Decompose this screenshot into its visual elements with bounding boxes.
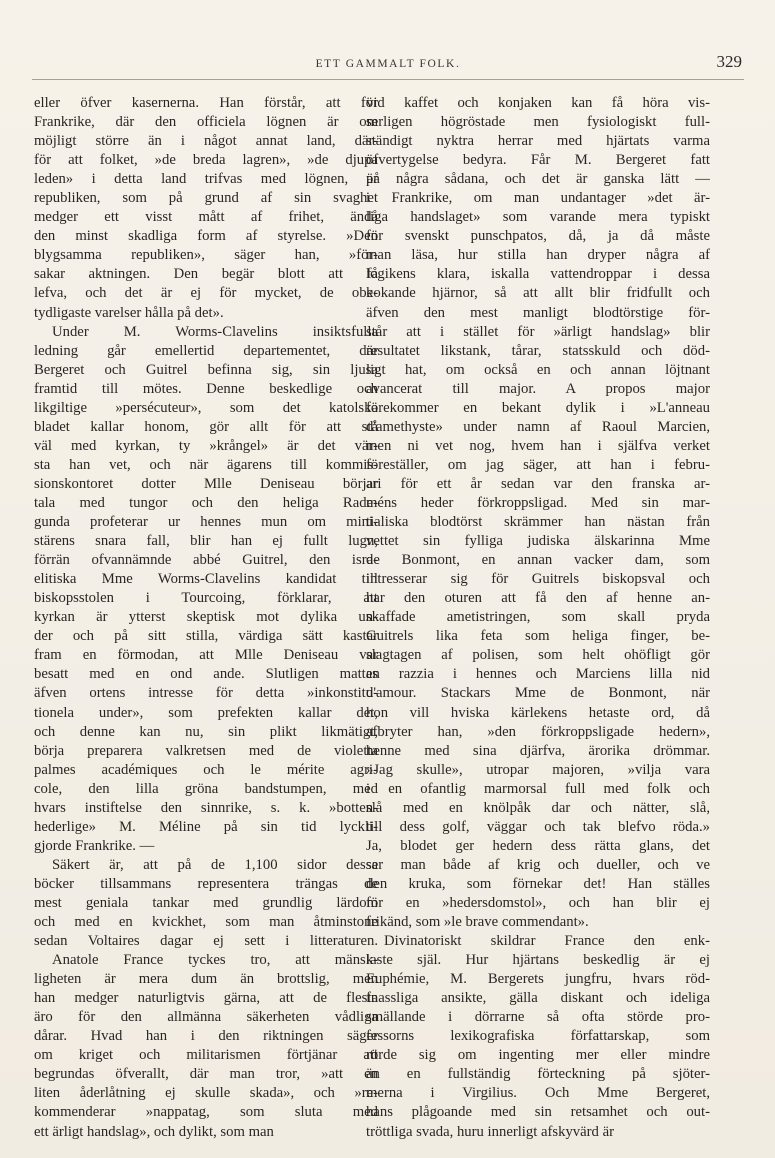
right-column-line: ligt hat, om också en och annan löjtnant xyxy=(366,361,710,378)
left-column-line: framtid till mötes. Denne beskedlige och xyxy=(34,380,378,397)
left-column-line: mest geniala tankar med grundlig lärdom xyxy=(34,894,378,911)
right-column-line: hans plågoande med sin retsamhet och out- xyxy=(366,1104,710,1121)
left-column-line: om kriget och militarismen förtjänar att xyxy=(34,1047,378,1064)
left-column-line: der och på sitt stilla, värdiga sätt kastar xyxy=(34,628,378,645)
left-column-line: blygsamma republiken», säger han, »för- xyxy=(34,247,378,264)
left-column-line: böcker tillsammans representera trängas de xyxy=(34,875,378,892)
left-column-line: ledning går emellertid departementet, där xyxy=(34,342,378,359)
left-column-line: liten åderlåtning ej skulle skada», och »re- xyxy=(34,1085,378,1102)
left-column-line: och med en kvickhet, som man åtminstone xyxy=(34,914,378,931)
right-column-line: föreställer, om jag säger, att han i febru- xyxy=(366,456,710,473)
right-column-line: resultatet likstank, tårar, statsskuld och död- xyxy=(366,342,710,359)
left-column-line: tionela under», som prefekten kallar det, xyxy=(34,704,378,721)
right-column-line: tröttliga svada, huru innerligt afskyvärd är xyxy=(366,1123,614,1140)
right-column-line: rörde sig om ingenting mer eller mindre xyxy=(366,1047,710,1064)
left-column-line: medger ett visst mått af frihet, ändå xyxy=(34,209,378,226)
right-column-line: för svenskt punschpatos, då, ja då måste xyxy=(366,228,710,245)
right-column-line: i en ofantlig marmorsal full med folk och xyxy=(366,780,710,797)
right-column xyxy=(366,94,710,1142)
left-column-line: elitiska Mme Worms-Clavelins kandidat till xyxy=(34,571,378,588)
left-column-line: tala med tungor och den heliga Rade- xyxy=(34,494,378,511)
left-column-line: för att folket, »de breda lagren», »de djupa xyxy=(34,152,378,169)
left-column-line: han medger naturligtvis gärna, att de flesta xyxy=(34,990,378,1007)
left-column-line: republiken, som på grund af sin svaghet xyxy=(34,190,378,207)
running-title: ETT GAMMALT FOLK. xyxy=(315,58,461,70)
right-column-line: fnassliga ansikte, gälla diskant och ideliga xyxy=(366,990,710,1007)
right-column-line: serligen högröstade men fysiologiskt full- xyxy=(366,114,710,131)
left-column-line: Frankrike, där den officiela lögnen är om xyxy=(34,114,378,131)
right-column-line: öfvertygelse bedyra. Får M. Bergeret fatt xyxy=(366,152,710,169)
left-column-line: hvars instiftelse den sinnrike, s. k. »botten- xyxy=(34,799,378,816)
right-column-line: smällande i dörrarne så ofta störde pro- xyxy=(366,1009,710,1026)
left-column-line: Anatole France tyckes tro, att mänsk- xyxy=(52,952,378,969)
right-column-line: kokande hjärnor, så att allt blir fridfullt och xyxy=(366,285,710,302)
right-column-line: logikens klara, iskalla vattendroppar i dessa xyxy=(366,266,710,283)
right-column-line: liga handslaget» som varande mera typiskt xyxy=(366,209,710,226)
right-column-line: Euphémie, M. Bergerets jungfru, hvars röd- xyxy=(366,971,710,988)
left-column-line: äro för den allmänna säkerheten vådliga xyxy=(34,1009,378,1026)
right-column-line: fessorns lexikografiska författarskap, som xyxy=(366,1028,710,1045)
right-column-line: för en »hedersdomstol», och han blir ej xyxy=(366,894,710,911)
left-column-line: hederlige» M. Méline på sin tid lyckli- xyxy=(34,818,378,835)
right-column-line: man läsa, hur stilla han dryper några af xyxy=(366,247,710,264)
right-column-line: d'amour. Stackars Mme de Bonmont, när xyxy=(366,685,710,702)
left-column-line: börja preparera valkretsen med de violetta xyxy=(34,742,378,759)
left-column-line: ett ärligt handslag», och dylikt, som man xyxy=(34,1123,274,1140)
left-column-line: kommenderar »nappatag, som sluta med xyxy=(34,1104,378,1121)
left-column-line: fram en förmodan, att Mlle Deniseau var xyxy=(34,647,378,664)
right-column-line: i Frankrike, om man undantager »det är- xyxy=(366,190,710,207)
left-column-line: förrän ofvannämnde abbé Guitrel, den isra- xyxy=(34,552,378,569)
right-column-line: avancerat till major. A propos major xyxy=(366,380,710,397)
left-column-line: likgiltige »persécuteur», som det katolska xyxy=(34,399,378,416)
right-column-line: till dess golf, väggar och tak blefvo röda.» xyxy=(366,818,710,835)
right-column-line: Guitrels lika feta som heliga finger, be- xyxy=(366,628,710,645)
right-column-line: förekommer en bekant dylik i »L'anneau xyxy=(366,399,710,416)
right-column-line: på några sådana, och det är ganska lätt — xyxy=(366,171,710,188)
left-column-line: gjorde Frankrike. — xyxy=(34,837,155,854)
right-column-line: än en fullständig förteckning på sjöter- xyxy=(366,1066,710,1083)
header-rule xyxy=(32,79,744,80)
right-column-line: ser man både af krig och dueller, och ve xyxy=(366,856,710,873)
left-column-line: den minst skadliga form af styrelse. »Den xyxy=(34,228,378,245)
right-column-line: méns heder förkroppsligad. Med sin mar- xyxy=(366,494,710,511)
left-column-line: besatt med en ond ande. Slutligen mattas xyxy=(34,666,378,683)
left-column-line: lefva, och det är ej för mycket, de obe- xyxy=(34,285,378,302)
right-column-line: slagtagen af polisen, som helt ohöfligt gör xyxy=(366,647,710,664)
left-column-line: och denne kan nu, sin plikt likmätigt, xyxy=(34,723,378,740)
right-column-line: d'amethyste» under namn af Raoul Marcien, xyxy=(366,418,710,435)
left-column-line: tydligaste varelser hålla på det». xyxy=(34,304,224,321)
left-column-line: sedan Voltaires dagar ej sett i litteraturen. xyxy=(34,933,378,950)
right-column-line: äfven den mest manligt blodtörstige för- xyxy=(366,304,710,321)
left-column-line: palmes académiques och le mérite agri- xyxy=(34,761,378,778)
left-column-line: väl med kyrkan, ty »krångel» är det vär- xyxy=(34,437,378,454)
right-column-line: de Bonmont, en annan vacker dam, som xyxy=(366,552,710,569)
right-column-line: afbryter han, »den förkroppsligade hedern», xyxy=(366,723,710,740)
right-column-line: Divinatoriskt skildrar France den enk- xyxy=(384,933,710,950)
page-header xyxy=(32,52,744,78)
right-column-line: en razzia i hennes och Marciens lilla nid xyxy=(366,666,710,683)
right-column-line: »Jag skulle», utropar majoren, »vilja vara xyxy=(366,761,710,778)
left-column-line: begrundas öfverallt, där man tror, »att en xyxy=(34,1066,378,1083)
left-column-line: cole, den lilla gröna bandstumpen, med xyxy=(34,780,378,797)
left-column-line: eller öfver kasernerna. Han förstår, att för xyxy=(34,95,378,111)
page-number: 329 xyxy=(716,52,742,71)
right-column-line: vettet sin fylliga judiska älskarinna Mme xyxy=(366,533,710,550)
left-column-line: stärens snara fall, blir han ej fullt lugn, xyxy=(34,533,378,550)
left-column-line: gunda profeterar ur hennes mun om mini- xyxy=(34,514,378,531)
left-column-line: äfven ortens intresse för detta »inkonstitu- xyxy=(34,685,378,702)
right-column-line: merna i Virgilius. Och Mme Bergeret, xyxy=(366,1085,710,1102)
left-column-line: leden» i detta land trifvas med lögnen, är xyxy=(34,171,378,188)
right-column-line: står att i stället för »ärligt handslag» blir xyxy=(366,323,710,340)
right-column-line: ständigt nyktra herrar med hjärtats varma xyxy=(366,133,710,150)
right-column-line: Ja, blodet ger hedern dess rätta glans, det xyxy=(366,837,710,854)
right-column-line: vid kaffet och konjaken kan få höra vis- xyxy=(366,95,710,111)
left-column-line: bladet kallar honom, gör allt för att stå xyxy=(34,418,378,435)
left-column-line: möjligt större än i något annat land, där- xyxy=(34,133,378,150)
left-column-line: sionskontoret dotter Mlle Deniseau börjar xyxy=(34,475,378,492)
right-column-line: frikänd, som »le brave commendant». xyxy=(366,914,589,931)
right-column-line: men ni vet nog, hvem han i själfva verket xyxy=(366,437,710,454)
left-column-line: dårar. Hvad han i den riktningen säger xyxy=(34,1028,378,1045)
right-column-line: intresserar sig för Guitrels biskopsval och xyxy=(366,571,710,588)
right-column-line: henne med sina djärfva, ärorika drömmar. xyxy=(366,742,710,759)
left-column-line: Under M. Worms-Clavelins insiktsfulla xyxy=(52,323,378,340)
left-column-line: Bergeret och Guitrel befinna sig, sin ljusa xyxy=(34,361,378,378)
right-column-line: tialiska blodtörst skrämmer han nästan från xyxy=(366,514,710,531)
right-column-line: laste själ. Hur hjärtans beskedlig är ej xyxy=(366,952,710,969)
right-column-line: skaffade ametistringen, som skall pryda xyxy=(366,609,710,626)
left-column-line: Säkert är, att på de 1,100 sidor dessa xyxy=(52,856,378,873)
left-column-line: sta han vet, och när ägarens till kommis- xyxy=(34,456,378,473)
right-column-line: hon vill hviska kärlekens hetaste ord, då xyxy=(366,704,710,721)
right-column-line: har den oturen att få den af henne an- xyxy=(366,590,710,607)
right-column-line: ari för ett år sedan var den franska ar- xyxy=(366,475,710,492)
left-column-line: ligheten är mera dum än brottslig, men xyxy=(34,971,378,988)
right-column-line: slå med en knölpåk dar och nätter, slå, xyxy=(366,799,710,816)
right-column-line: den kruka, som förnekar det! Han ställes xyxy=(366,875,710,892)
left-column-line: kyrkan är ytterst skeptisk mot dylika un- xyxy=(34,609,378,626)
left-column-line: biskopsstolen i Tourcoing, förklarar, att xyxy=(34,590,378,607)
left-column xyxy=(34,94,378,1142)
left-column-line: sakar aktningen. Den begär blott att få xyxy=(34,266,378,283)
